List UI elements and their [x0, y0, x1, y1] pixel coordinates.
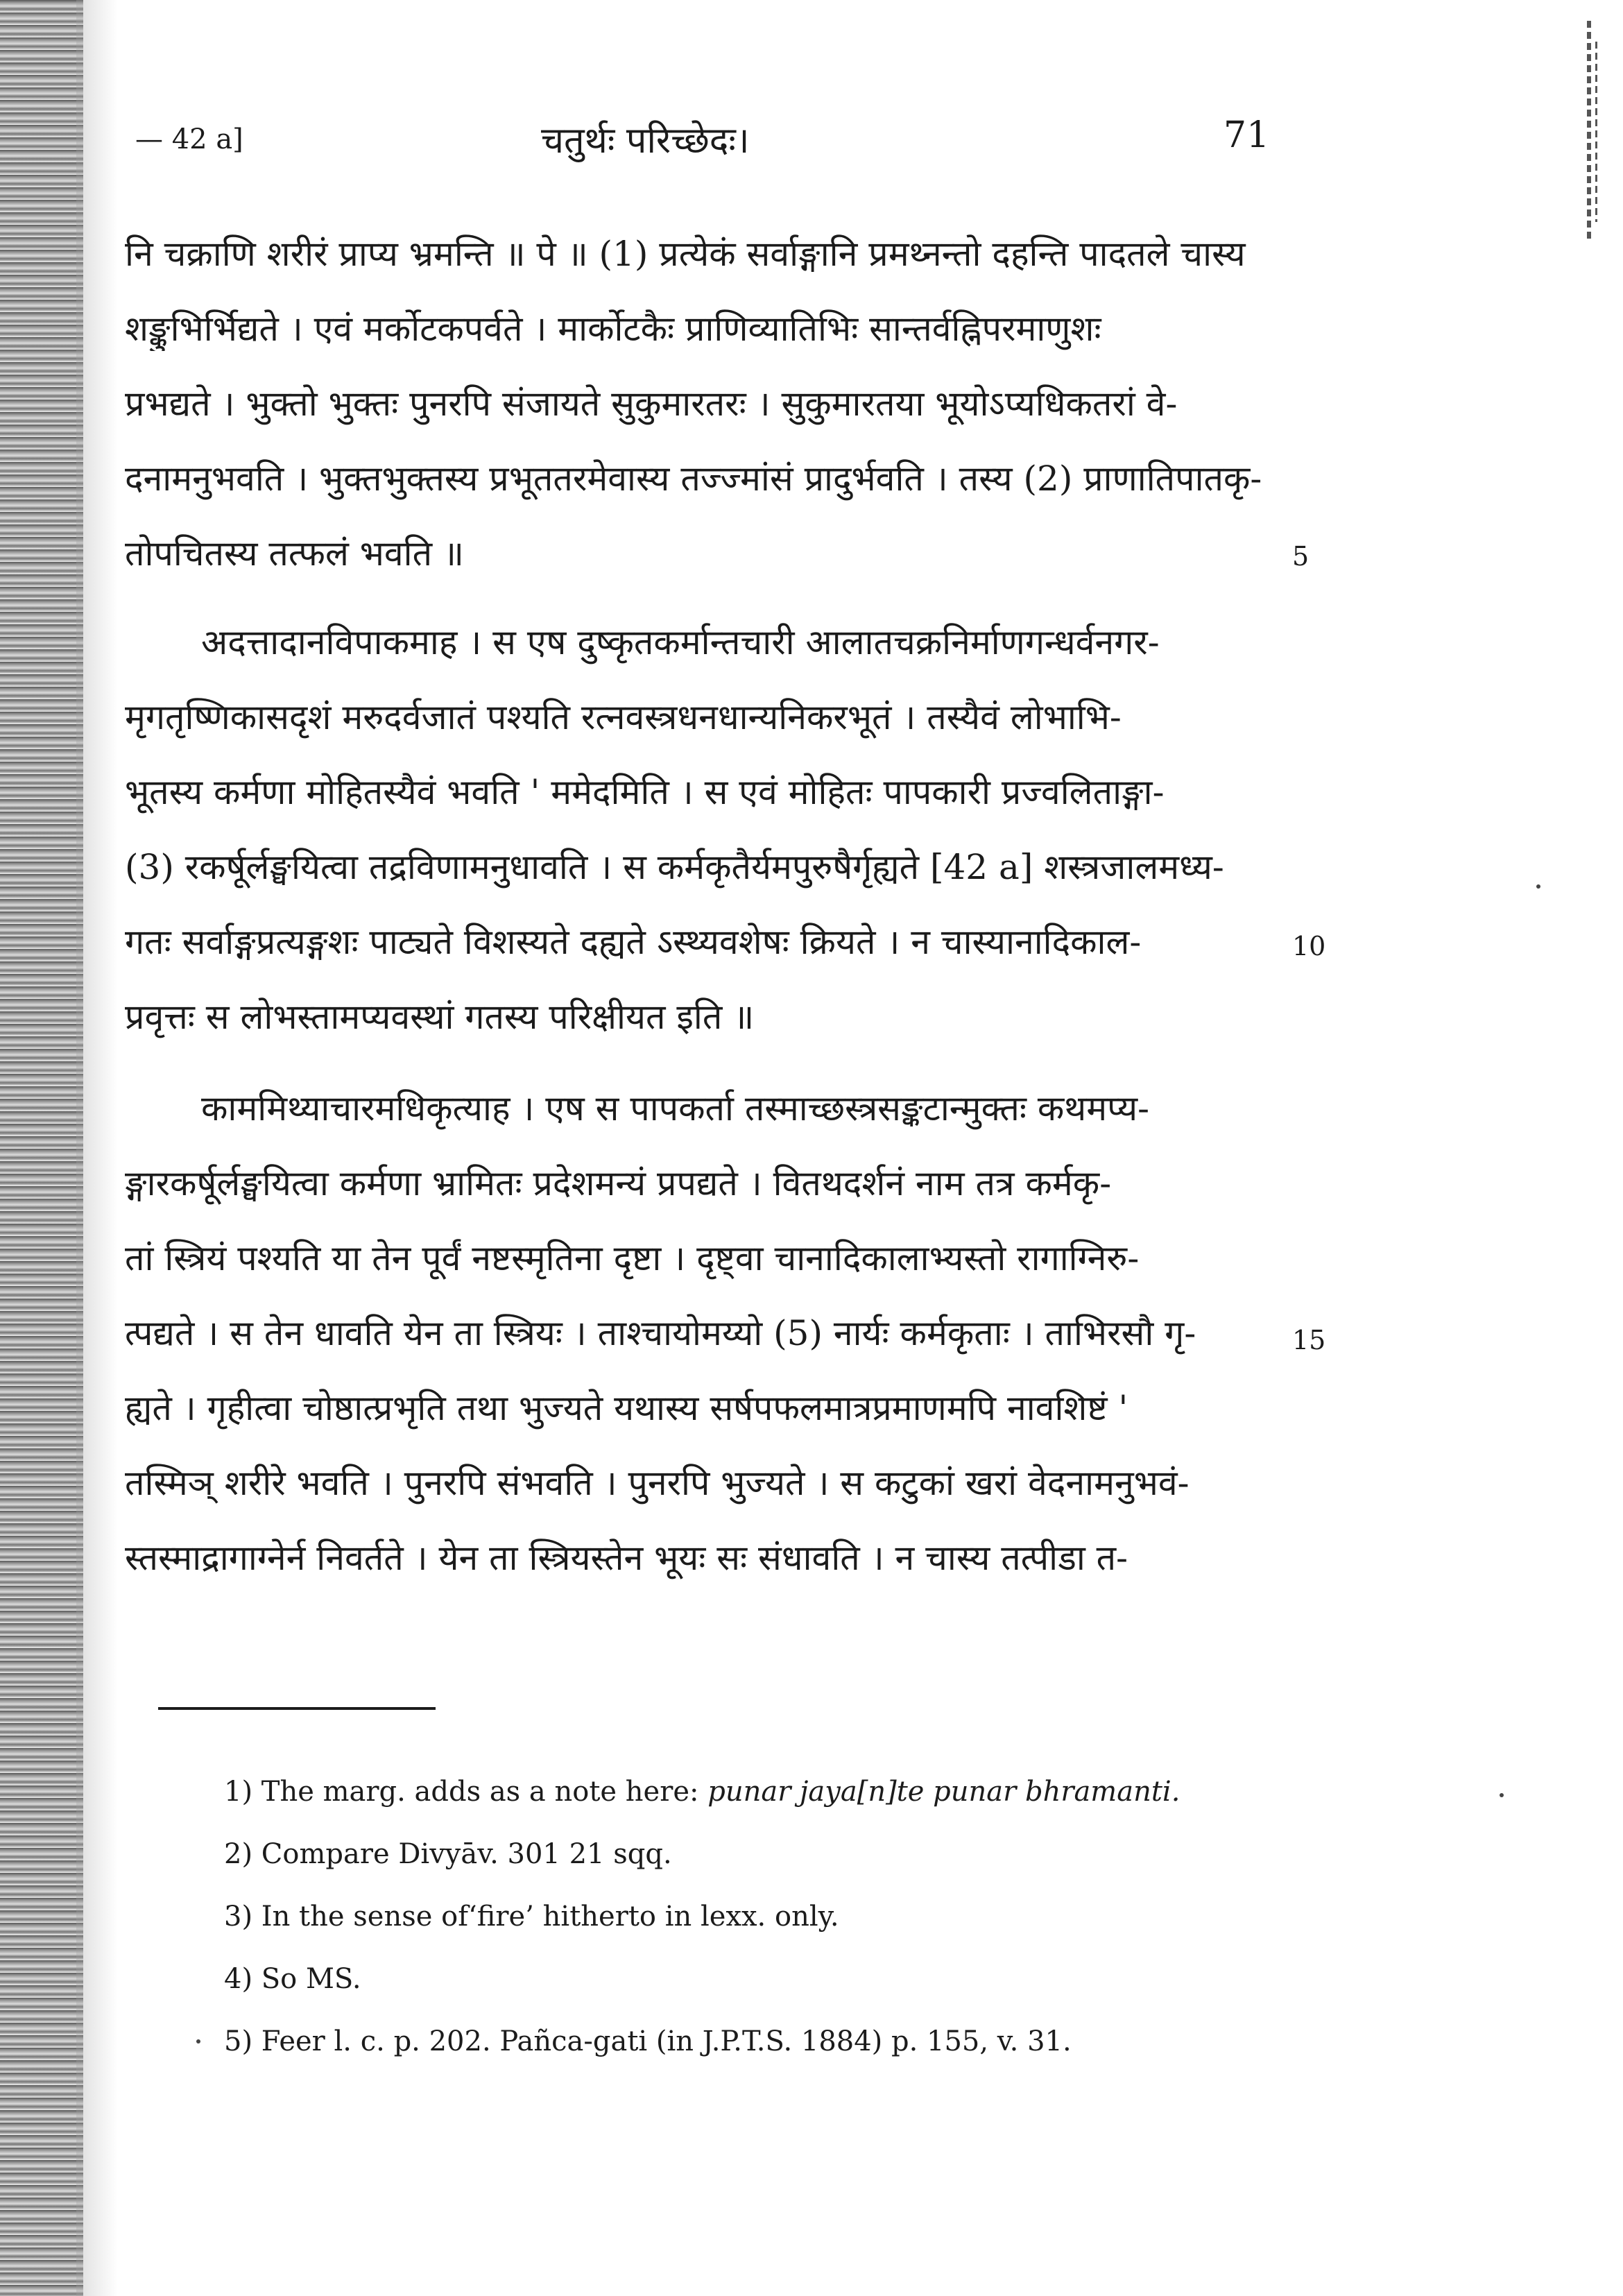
scan-speck [1500, 1793, 1504, 1797]
footnote-text: 1) The marg. adds as a note here: [224, 1776, 708, 1808]
text-line: गतः सर्वाङ्गप्रत्यङ्गशः पाट्यते विशस्यते दह्यते ऽस्थ्यवशेषः क्रियते । न चास्यानादिकाल- [125, 922, 1142, 962]
page-number: 71 [1223, 114, 1270, 156]
text-line: प्रवृत्तः स लोभस्तामप्यवस्थां गतस्य परिक्षीयत इति ॥ [125, 997, 755, 1037]
text-line: ह्यते । गृहीत्वा चोष्ठात्प्रभृति तथा भुज्यते यथास्य सर्षपफलमात्रप्रमाणमपि नावशिष्टं ' [125, 1388, 1128, 1428]
footnote [224, 1776, 1180, 1808]
margin-line-number: 5 [1292, 541, 1309, 572]
scan-edge-fade [76, 0, 118, 2296]
footnote-text: 3) In the sense of‘fire’ hitherto in lexx. only. [224, 1901, 839, 1933]
running-head-title: चतुर्थः परिच्छेदः। [541, 120, 750, 162]
text-line: काममिथ्याचारमधिकृत्याह । एष स पापकर्ता तस्माच्छस्त्रसङ्कटान्मुक्तः कथमप्य- [201, 1088, 1150, 1129]
text-line: अदत्तादानविपाकमाह । स एष दुष्कृतकर्मान्तचारी आलातचक्रनिर्माणगन्धर्वनगर- [201, 622, 1160, 662]
footnote [224, 2025, 1072, 2057]
footnote-text: 5) Feer l. c. p. 202. Pañca-gati (in J.P.T.S. 1884) p. 155, v. 31. [224, 2025, 1072, 2057]
text-line: तोपचितस्य तत्फलं भवति ॥ [125, 533, 464, 574]
text-line: मृगतृष्णिकासदृशं मरुदर्वजातं पश्यति रत्नवस्त्रधनधान्यनिकरभूतं । तस्यैवं लोभाभि- [125, 697, 1122, 737]
text-line: तस्मिञ् शरीरे भवति । पुनरपि संभवति । पुनरपि भुज्यते । स कटुकां खरां वेदनामनुभवं- [125, 1463, 1190, 1503]
footnote-text: 2) Compare Divyāv. 301 21 sqq. [224, 1838, 672, 1870]
scan-speck [196, 2039, 200, 2044]
text-line: तां स्त्रियं पश्यति या तेन पूर्वं नष्टस्मृतिना दृष्टा । दृष्ट्वा चानादिकालाभ्यस्तो रागाग्निरु- [125, 1238, 1140, 1278]
text-line: दनामनुभवति । भुक्तभुक्तस्य प्रभूततरमेवास्य तज्ज्मांसं प्रादुर्भवति । तस्य (2) प्राणातिपातकृ- [125, 459, 1262, 499]
footnote-separator [158, 1707, 436, 1710]
scan-right-mark [1587, 21, 1591, 243]
running-head-left: — 42 a] [135, 123, 243, 155]
margin-line-number: 10 [1292, 931, 1326, 961]
scan-right-mark-secondary [1595, 42, 1597, 222]
text-line: प्रभद्यते । भुक्तो भुक्तः पुनरपि संजायते सुकुमारतरः । सुकुमारतया भूयोऽप्यधिकतरां वे- [125, 384, 1178, 424]
text-line: (3) रकर्षूर्लङ्घयित्वा तद्रविणामनुधावति । स कर्मकृतैर्यमपुरुषैर्गृह्यते [42 a] शस्त्रजालमध्य- [125, 847, 1224, 887]
text-line: स्तस्माद्रागाग्नेर्न निवर्तते । येन ता स्त्रियस्तेन भूयः सः संधावति । न चास्य तत्पीडा त- [125, 1538, 1128, 1578]
scan-edge-shadow [0, 0, 83, 2296]
scan-speck [1536, 884, 1540, 889]
margin-line-number: 15 [1292, 1325, 1326, 1355]
text-line: नि चक्राणि शरीरं प्राप्य भ्रमन्ति ॥ पे ॥ (1) प्रत्येकं सर्वाङ्गानि प्रमथ्नन्तो दहन्ति पादतले चास्य [125, 234, 1246, 274]
footnote [224, 1838, 672, 1870]
text-line: भूतस्य कर्मणा मोहितस्यैवं भवति ' ममेदमिति । स एवं मोहितः पापकारी प्रज्वलिताङ्गा- [125, 772, 1165, 812]
footnote [224, 1963, 361, 1995]
footnote [224, 1901, 839, 1933]
text-line: शङ्कुभिर्भिद्यते । एवं मर्कोटकपर्वते । मार्कोटकैः प्राणिव्यातिभिः सान्तर्वह्निपरमाणुशः [125, 309, 1101, 349]
text-line: ङ्गारकर्षूर्लङ्घयित्वा कर्मणा भ्रामितः प्रदेशमन्यं प्रपद्यते । वितथदर्शनं नाम तत्र कर्मकृ- [125, 1163, 1112, 1203]
text-line: त्पद्यते । स तेन धावति येन ता स्त्रियः । ताश्चायोमय्यो (5) नार्यः कर्मकृताः । ताभिरसौ गृ- [125, 1313, 1196, 1353]
footnote-italic-text: punar jaya[n]te punar bhramanti. [707, 1776, 1180, 1808]
footnote-text: 4) So MS. [224, 1963, 361, 1995]
